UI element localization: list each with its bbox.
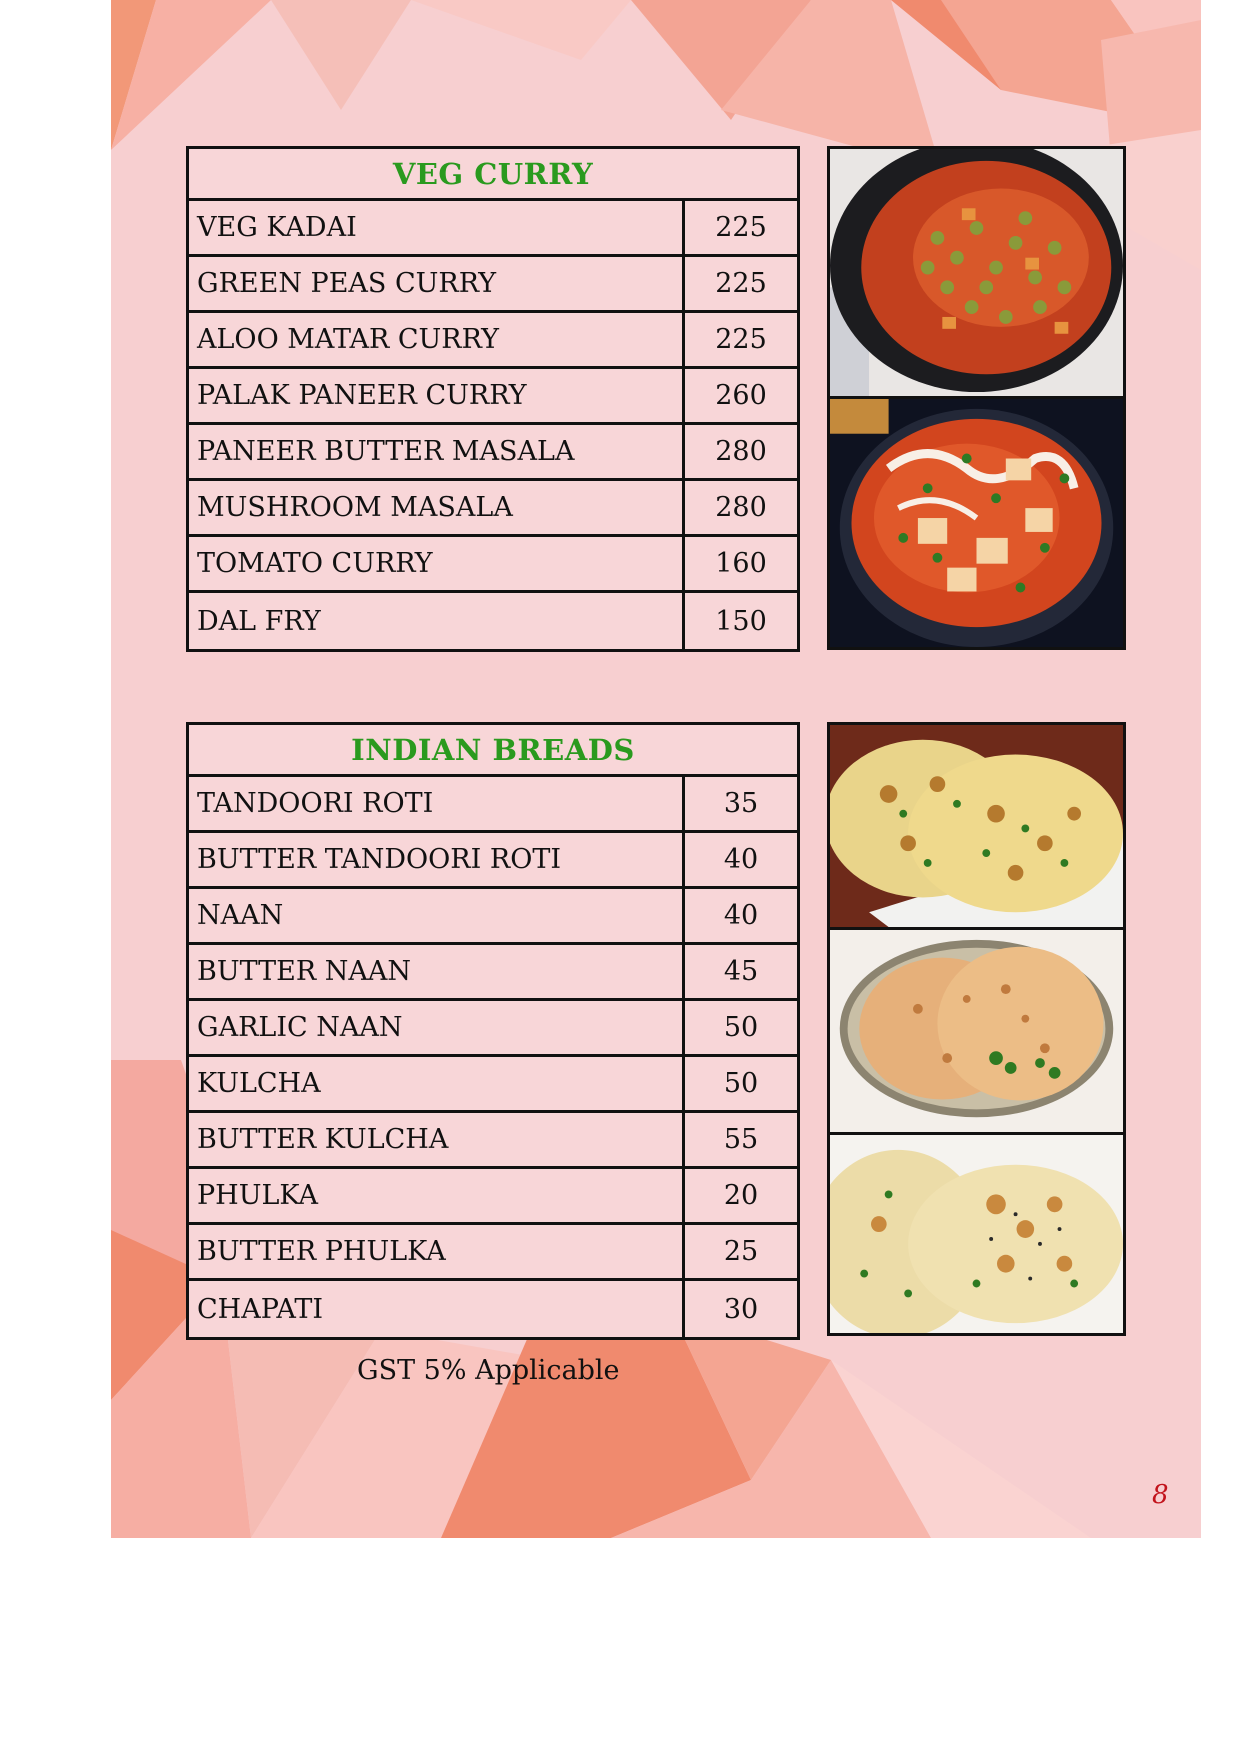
- menu-row: [189, 369, 797, 425]
- indian-breads-heading: INDIAN BREADS: [189, 725, 797, 777]
- menu-row: [189, 889, 797, 945]
- garlic-naan-photo: [830, 725, 1123, 930]
- item-name: BUTTER KULCHA: [189, 1113, 685, 1166]
- item-price: 280: [715, 492, 767, 523]
- veg-curry-table: [186, 146, 800, 652]
- item-name: VEG KADAI: [189, 201, 685, 254]
- veg-curry-heading: VEG CURRY: [189, 149, 797, 201]
- item-price: 280: [715, 436, 767, 467]
- item-name: PANEER BUTTER MASALA: [189, 425, 685, 478]
- item-price: 225: [715, 212, 767, 243]
- page-number: 8: [1152, 1480, 1169, 1510]
- item-price: 45: [723, 956, 759, 987]
- paneer-butter-masala-photo: [830, 399, 1123, 647]
- item-price: 35: [723, 788, 759, 819]
- item-price: 150: [715, 605, 767, 637]
- item-price: 160: [715, 548, 767, 579]
- veg-curry-photos: [827, 146, 1126, 650]
- chapati-plate-photo: [830, 930, 1123, 1135]
- menu-row: [189, 313, 797, 369]
- menu-row: [189, 1225, 797, 1281]
- item-name: KULCHA: [189, 1057, 685, 1110]
- item-name: BUTTER PHULKA: [189, 1225, 685, 1278]
- menu-row: [189, 1001, 797, 1057]
- item-name: PALAK PANEER CURRY: [189, 369, 685, 422]
- item-price: 40: [723, 844, 759, 875]
- item-price: 260: [715, 380, 767, 411]
- item-name: BUTTER NAAN: [189, 945, 685, 998]
- menu-row: [189, 201, 797, 257]
- menu-row: [189, 537, 797, 593]
- item-name: GREEN PEAS CURRY: [189, 257, 685, 310]
- menu-row: [189, 1281, 797, 1337]
- item-name: PHULKA: [189, 1169, 685, 1222]
- item-name: GARLIC NAAN: [189, 1001, 685, 1054]
- item-name: TOMATO CURRY: [189, 537, 685, 590]
- item-price: 50: [723, 1012, 759, 1043]
- peas-curry-photo: [830, 149, 1123, 399]
- indian-breads-photos: [827, 722, 1126, 1336]
- item-name: TANDOORI ROTI: [189, 777, 685, 830]
- item-price: 225: [715, 324, 767, 355]
- item-name: NAAN: [189, 889, 685, 942]
- item-name: CHAPATI: [189, 1281, 685, 1337]
- item-price: 225: [715, 268, 767, 299]
- menu-row: [189, 833, 797, 889]
- item-price: 40: [723, 900, 759, 931]
- item-name: BUTTER TANDOORI ROTI: [189, 833, 685, 886]
- menu-row: [189, 1113, 797, 1169]
- item-price: 20: [723, 1180, 759, 1211]
- menu-row: [189, 481, 797, 537]
- item-price: 55: [723, 1124, 759, 1155]
- menu-page: [111, 0, 1201, 1538]
- menu-row: [189, 945, 797, 1001]
- menu-row: [189, 593, 797, 649]
- item-name: MUSHROOM MASALA: [189, 481, 685, 534]
- item-name: ALOO MATAR CURRY: [189, 313, 685, 366]
- item-name: DAL FRY: [189, 593, 685, 649]
- menu-row: [189, 1169, 797, 1225]
- gst-note: GST 5% Applicable: [357, 1355, 620, 1386]
- menu-row: [189, 425, 797, 481]
- menu-row: [189, 1057, 797, 1113]
- menu-row: [189, 257, 797, 313]
- item-price: 25: [723, 1236, 759, 1267]
- menu-row: [189, 777, 797, 833]
- indian-breads-table: [186, 722, 800, 1340]
- item-price: 50: [723, 1068, 759, 1099]
- item-price: 30: [723, 1293, 759, 1325]
- butter-naan-photo: [830, 1135, 1123, 1333]
